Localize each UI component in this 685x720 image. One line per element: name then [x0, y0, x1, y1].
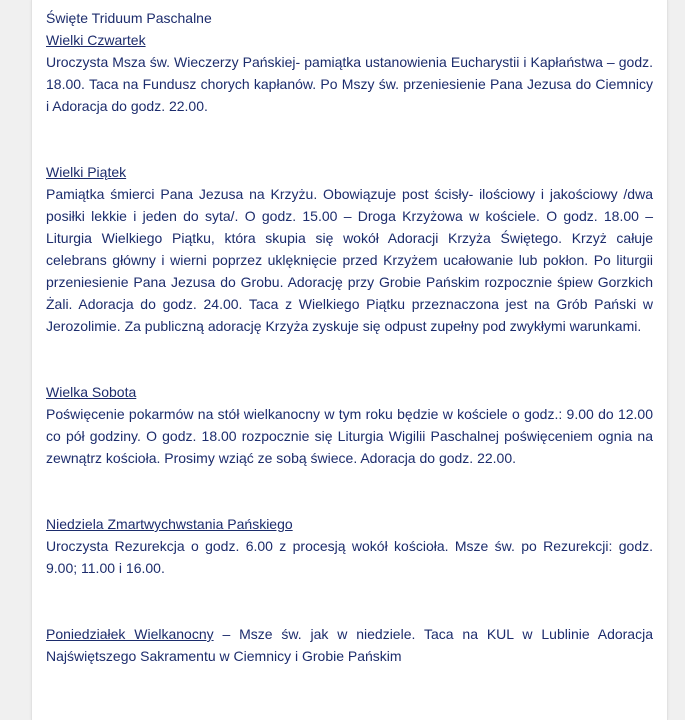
section-text-poniedzialek: – Msze św. jak w niedziele. Taca na KUL w Lublinie Adoracja Najświętszego Sakramentu w Ciemnicy i Grobie Pańskim: [46, 626, 653, 664]
section-heading-wielki-piatek[interactable]: Wielki Piątek: [46, 164, 127, 180]
section-heading-wielki-czwartek[interactable]: Wielki Czwartek: [46, 32, 146, 48]
section-text-wielki-piatek: Pamiątka śmierci Pana Jezusa na Krzyżu. Obowiązuje post ścisły- ilościowy i jakościowy /dwa posiłki lekkie i jeden do syta/. O godz. 15.00 – Droga Krzyżowa w kościele. O godz. 18.00 – Liturgia Wielkiego Piątku, która skupia się wokół Adoracji Krzyża Świętego. Krzyż całuje celebrans główny i wierni poprzez uklęknięcie przed Krzyżem ucałowanie lub pokłon. Po liturgii przeniesienie Pana Jezusa do Grobu. Adorację przy Grobie Pańskim rozpocznie śpiew Gorzkich Żali. Adoracja do godz. 24.00. Taca z Wielkiego Piątku przeznaczona jest na Grób Pański w Jerozolimie. Za publiczną adorację Krzyża zyskuje się odpust zupełny pod zwykłymi warunkami.: [46, 186, 653, 334]
section-wielki-czwartek: [46, 29, 653, 117]
page-title: Święte Triduum Paschalne: [46, 10, 212, 26]
spacer: [46, 117, 653, 161]
section-wielka-sobota: [46, 381, 653, 469]
section-niedziela: [46, 513, 653, 579]
spacer: [46, 579, 653, 623]
page: [31, 0, 668, 720]
section-text-wielka-sobota: Poświęcenie pokarmów na stół wielkanocny w tym roku będzie w kościele o godz.: 9.00 do 12.00 co pół godziny. O godz. 18.00 rozpocznie się Liturgia Wigilii Paschalnej poświęceniem ognia na zewnątrz kościoła. Prosimy wziąć ze sobą świece. Adoracja do godz. 22.00.: [46, 406, 653, 466]
section-poniedzialek: [46, 623, 653, 667]
article-content: [46, 7, 653, 667]
section-heading-niedziela[interactable]: Niedziela Zmartwychwstania Pańskiego: [46, 516, 293, 532]
section-text-wielki-czwartek: Uroczysta Msza św. Wieczerzy Pańskiej- pamiątka ustanowienia Eucharystii i Kapłaństwa – godz. 18.00. Taca na Fundusz chorych kapłanów. Po Mszy św. przeniesienie Pana Jezusa do Ciemnicy i Adoracja do godz. 22.00.: [46, 54, 653, 114]
section-wielki-piatek: [46, 161, 653, 337]
section-heading-wielka-sobota[interactable]: Wielka Sobota: [46, 384, 137, 400]
section-heading-poniedzialek[interactable]: Poniedziałek Wielkanocny: [46, 626, 214, 642]
section-text-niedziela: Uroczysta Rezurekcja o godz. 6.00 z procesją wokół kościoła. Msze św. po Rezurekcji: godz. 9.00; 11.00 i 16.00.: [46, 538, 653, 576]
spacer: [46, 469, 653, 513]
spacer: [46, 337, 653, 381]
